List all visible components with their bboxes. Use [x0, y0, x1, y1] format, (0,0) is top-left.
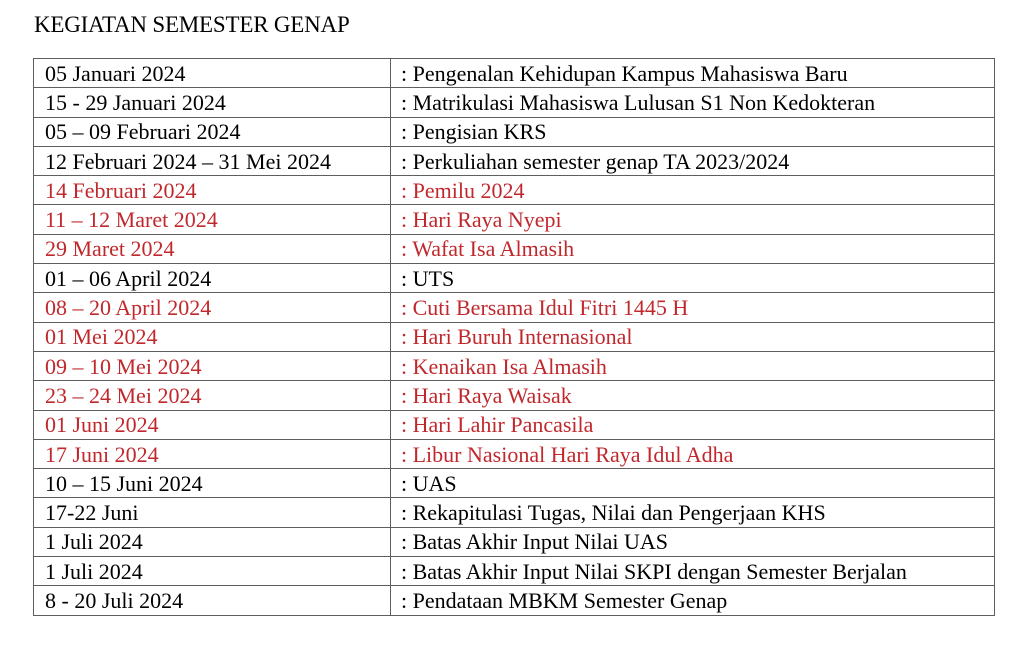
- table-row: [34, 293, 995, 322]
- page-title: KEGIATAN SEMESTER GENAP: [34, 12, 350, 37]
- date-cell: 14 Februari 2024: [34, 176, 391, 205]
- table-row: [34, 176, 995, 205]
- date-cell: 17 Juni 2024: [34, 439, 391, 468]
- table-row: [34, 322, 995, 351]
- activity-cell: : Pemilu 2024: [391, 176, 995, 205]
- date-cell: 1 Juli 2024: [34, 527, 391, 556]
- table-row: [34, 117, 995, 146]
- table-row: [34, 59, 995, 88]
- date-cell: 12 Februari 2024 – 31 Mei 2024: [34, 146, 391, 175]
- table-row: [34, 264, 995, 293]
- date-cell: 01 Mei 2024: [34, 322, 391, 351]
- date-cell: 23 – 24 Mei 2024: [34, 381, 391, 410]
- table-row: [34, 234, 995, 263]
- date-cell: 01 Juni 2024: [34, 410, 391, 439]
- activity-cell: : Cuti Bersama Idul Fitri 1445 H: [391, 293, 995, 322]
- date-cell: 8 - 20 Juli 2024: [34, 586, 391, 615]
- date-cell: 05 Januari 2024: [34, 59, 391, 88]
- activity-cell: : Hari Raya Nyepi: [391, 205, 995, 234]
- date-cell: 10 – 15 Juni 2024: [34, 469, 391, 498]
- activity-cell: : Batas Akhir Input Nilai UAS: [391, 527, 995, 556]
- date-cell: 15 - 29 Januari 2024: [34, 88, 391, 117]
- table-row: [34, 381, 995, 410]
- activity-cell: : Perkuliahan semester genap TA 2023/2024: [391, 146, 995, 175]
- table-row: [34, 527, 995, 556]
- table-row: [34, 586, 995, 615]
- activity-cell: : Batas Akhir Input Nilai SKPI dengan Semester Berjalan: [391, 557, 995, 586]
- activity-cell: : UTS: [391, 264, 995, 293]
- activity-cell: : Pengisian KRS: [391, 117, 995, 146]
- table-row: [34, 205, 995, 234]
- activity-cell: : Matrikulasi Mahasiswa Lulusan S1 Non Kedokteran: [391, 88, 995, 117]
- date-cell: 01 – 06 April 2024: [34, 264, 391, 293]
- date-cell: 09 – 10 Mei 2024: [34, 351, 391, 380]
- table-row: [34, 557, 995, 586]
- activity-cell: : Hari Lahir Pancasila: [391, 410, 995, 439]
- activity-cell: : Libur Nasional Hari Raya Idul Adha: [391, 439, 995, 468]
- table-row: [34, 410, 995, 439]
- activity-cell: : Rekapitulasi Tugas, Nilai dan Pengerjaan KHS: [391, 498, 995, 527]
- date-cell: 17-22 Juni: [34, 498, 391, 527]
- table-row: [34, 439, 995, 468]
- table-row: [34, 351, 995, 380]
- table-row: [34, 88, 995, 117]
- schedule-table: [33, 58, 995, 616]
- date-cell: 11 – 12 Maret 2024: [34, 205, 391, 234]
- activity-cell: : Pengenalan Kehidupan Kampus Mahasiswa Baru: [391, 59, 995, 88]
- activity-cell: : UAS: [391, 469, 995, 498]
- table-row: [34, 469, 995, 498]
- activity-cell: : Pendataan MBKM Semester Genap: [391, 586, 995, 615]
- date-cell: 05 – 09 Februari 2024: [34, 117, 391, 146]
- table-row: [34, 498, 995, 527]
- activity-cell: : Wafat Isa Almasih: [391, 234, 995, 263]
- date-cell: 29 Maret 2024: [34, 234, 391, 263]
- date-cell: 08 – 20 April 2024: [34, 293, 391, 322]
- table-row: [34, 146, 995, 175]
- date-cell: 1 Juli 2024: [34, 557, 391, 586]
- activity-cell: : Hari Buruh Internasional: [391, 322, 995, 351]
- activity-cell: : Hari Raya Waisak: [391, 381, 995, 410]
- activity-cell: : Kenaikan Isa Almasih: [391, 351, 995, 380]
